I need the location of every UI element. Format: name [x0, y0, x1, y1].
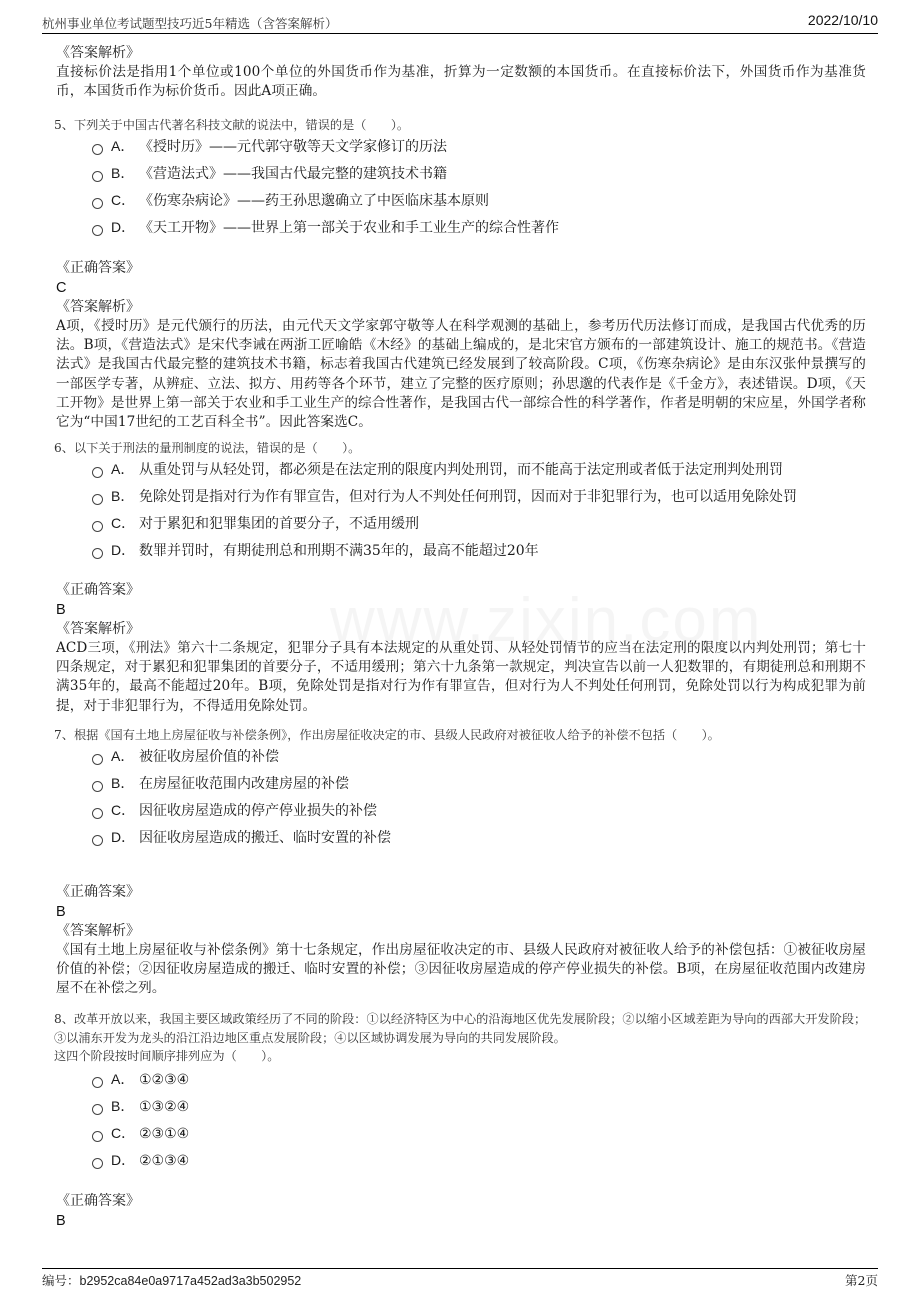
- option-text: 对于累犯和犯罪集团的首要分子，不适用缓刑: [139, 516, 419, 532]
- correct-answer-tag: 《正确答案》: [56, 260, 140, 276]
- q5-option-d[interactable]: [92, 217, 559, 239]
- q7-option-b[interactable]: [92, 773, 349, 795]
- radio-icon[interactable]: [92, 1158, 103, 1169]
- analysis-tag: 《答案解析》: [56, 621, 140, 637]
- document-date: 2022/10/10: [807, 12, 878, 28]
- analysis-text: 《国有土地上房屋征收与补偿条例》第十七条规定，作出房屋征收决定的市、县级人民政府对被征收人给予的补偿包括：①被征收房屋价值的补偿；②因征收房屋造成的搬迁、临时安置的补偿；③因征收房屋造成的停产停业损失的补偿。B项，在房屋征收范围内改建房屋不在补偿之列。: [56, 942, 866, 997]
- option-text: ②③①④: [139, 1126, 190, 1142]
- radio-icon[interactable]: [92, 225, 103, 236]
- option-text: 因征收房屋造成的搬迁、临时安置的补偿: [139, 830, 391, 846]
- option-letter: D．: [111, 219, 136, 235]
- q8-option-a[interactable]: [92, 1069, 189, 1091]
- q6-option-c[interactable]: [92, 513, 419, 535]
- q8-option-b[interactable]: [92, 1096, 189, 1118]
- option-letter: A．: [111, 461, 135, 477]
- option-text: 因征收房屋造成的停产停业损失的补偿: [139, 803, 377, 819]
- option-text: 在房屋征收范围内改建房屋的补偿: [139, 776, 349, 792]
- correct-answer-tag: 《正确答案》: [56, 582, 140, 598]
- analysis-text: ACD三项，《刑法》第六十二条规定，犯罪分子具有本法规定的从重处罚、从轻处罚情节的应当在法定刑的限度以内判处刑罚；第七十四条规定，对于累犯和犯罪集团的首要分子，不适用缓刑；第六十九条第一款规定，判决宣告以前一人犯数罪的，有期徒刑总和刑期不满35年的，最高不能超过20年。B项，免除处罚是指对行为作有罪宣告，但对行为人不判处任何刑罚，免除处罚以行为构成犯罪为前提，对于非犯罪行为，不得适用免除处罚。: [56, 640, 866, 714]
- question-7: 7、根据《国有土地上房屋征收与补偿条例》，作出房屋征收决定的市、县级人民政府对被征收人给予的补偿不包括（ ）。: [54, 728, 720, 742]
- option-text: 《天工开物》——世界上第一部关于农业和手工业生产的综合性著作: [139, 220, 559, 236]
- correct-answer-tag: 《正确答案》: [56, 884, 140, 900]
- option-letter: B．: [111, 1098, 135, 1114]
- q5-answer: [56, 259, 866, 432]
- option-letter: D．: [111, 542, 136, 558]
- analysis-tag: 《答案解析》: [56, 923, 140, 939]
- correct-answer: B: [56, 602, 66, 618]
- radio-icon[interactable]: [92, 754, 103, 765]
- q5-option-a[interactable]: [92, 136, 447, 158]
- q8-option-c[interactable]: [92, 1123, 189, 1145]
- header-divider: [42, 33, 878, 34]
- radio-icon[interactable]: [92, 467, 103, 478]
- footer-divider: [42, 1268, 878, 1269]
- question-5: 5、下列关于中国古代著名科技文献的说法中，错误的是（ ）。: [54, 118, 410, 132]
- option-letter: C．: [111, 802, 136, 818]
- option-letter: D．: [111, 1152, 136, 1168]
- analysis-text: 直接标价法是指用1个单位或100个单位的外国货币作为基准，折算为一定数额的本国货币。在直接标价法下，外国货币作为基准货币，本国货币作为标价货币。因此A项正确。: [56, 64, 866, 100]
- option-letter: B．: [111, 488, 135, 504]
- radio-icon[interactable]: [92, 808, 103, 819]
- q7-option-a[interactable]: [92, 746, 279, 768]
- q6-option-a[interactable]: [92, 459, 783, 481]
- question-8: [54, 1010, 870, 1066]
- document-title: 杭州事业单位考试题型技巧近5年精选（含答案解析）: [42, 16, 338, 31]
- question-8-prompt: 这四个阶段按时间顺序排列应为（ ）。: [54, 1049, 280, 1063]
- correct-answer: C: [56, 280, 67, 296]
- q5-option-c[interactable]: [92, 190, 489, 212]
- option-letter: A．: [111, 1071, 135, 1087]
- option-text: 《伤寒杂病论》——药王孙思邈确立了中医临床基本原则: [139, 193, 489, 209]
- document-code: 编号：b2952ca84e0a9717a452ad3a3b502952: [42, 1274, 302, 1288]
- radio-icon[interactable]: [92, 835, 103, 846]
- radio-icon[interactable]: [92, 1131, 103, 1142]
- correct-answer: B: [56, 1213, 66, 1229]
- analysis-text: A项，《授时历》是元代颁行的历法，由元代天文学家郭守敬等人在科学观测的基础上，参考历代历法修订而成，是我国古代优秀的历法。B项，《营造法式》是宋代李诫在两浙工匠喻皓《木经》的基础上编成的，是北宋官方颁布的一部建筑设计、施工的规范书。《营造法式》是我国古代最完整的建筑技术书籍，标志着我国古代建筑已经发展到了较高阶段。C项，《伤寒杂病论》是由东汉张仲景撰写的一部医学专著，从辨症、立法、拟方、用药等各个环节，建立了完整的医疗原则；孙思邈的代表作是《千金方》，表述错误。D项，《天工开物》是世界上第一部关于农业和手工业生产的综合性著作，是我国古代一部综合性的科学著作，作者是明朝的宋应星，外国学者称它为“中国17世纪的工艺百科全书”。因此答案选C。: [56, 318, 866, 431]
- q6-answer: [56, 581, 866, 716]
- analysis-tag: 《答案解析》: [56, 299, 140, 315]
- q7-answer: [56, 883, 866, 999]
- radio-icon[interactable]: [92, 521, 103, 532]
- radio-icon[interactable]: [92, 144, 103, 155]
- page-header: [42, 12, 878, 32]
- analysis-tag: 《答案解析》: [56, 45, 140, 61]
- question-8-text: 8、改革开放以来，我国主要区域政策经历了不同的阶段：①以经济特区为中心的沿海地区优先发展阶段；②以缩小区域差距为导向的西部大开发阶段；③以浦东开发为龙头的沿江沿边地区重点发展阶段；④以区域协调发展为导向的共同发展阶段。: [54, 1012, 867, 1045]
- radio-icon[interactable]: [92, 1104, 103, 1115]
- q6-option-b[interactable]: [92, 486, 797, 508]
- option-letter: C．: [111, 1125, 136, 1141]
- option-text: ②①③④: [139, 1153, 190, 1169]
- option-letter: C．: [111, 515, 136, 531]
- radio-icon[interactable]: [92, 781, 103, 792]
- q8-answer: [56, 1192, 866, 1231]
- radio-icon[interactable]: [92, 198, 103, 209]
- option-text: 《授时历》——元代郭守敬等天文学家修订的历法: [139, 139, 447, 155]
- option-text: ①③②④: [139, 1099, 190, 1115]
- option-text: 被征收房屋价值的补偿: [139, 749, 279, 765]
- option-text: ①②③④: [139, 1072, 190, 1088]
- page-number: 第2页: [845, 1273, 878, 1288]
- option-text: 数罪并罚时，有期徒刑总和刑期不满35年的，最高不能超过20年: [139, 543, 539, 559]
- option-letter: D．: [111, 829, 136, 845]
- q8-option-d[interactable]: [92, 1150, 189, 1172]
- option-letter: B．: [111, 775, 135, 791]
- q5-option-b[interactable]: [92, 163, 447, 185]
- radio-icon[interactable]: [92, 1077, 103, 1088]
- correct-answer: B: [56, 904, 66, 920]
- correct-answer-tag: 《正确答案》: [56, 1193, 140, 1209]
- q6-option-d[interactable]: [92, 540, 539, 562]
- option-text: 《营造法式》——我国古代最完整的建筑技术书籍: [139, 166, 447, 182]
- option-text: 免除处罚是指对行为作有罪宣告，但对行为人不判处任何刑罚，因而对于非犯罪行为，也可以适用免除处罚: [139, 489, 797, 505]
- question-6: 6、以下关于刑法的量刑制度的说法，错误的是（ ）。: [54, 441, 361, 455]
- q4-analysis: [56, 44, 866, 101]
- option-letter: A．: [111, 138, 135, 154]
- q7-option-d[interactable]: [92, 827, 391, 849]
- radio-icon[interactable]: [92, 494, 103, 505]
- q7-option-c[interactable]: [92, 800, 377, 822]
- option-text: 从重处罚与从轻处罚，都必须是在法定刑的限度内判处刑罚，而不能高于法定刑或者低于法定刑判处刑罚: [139, 462, 783, 478]
- option-letter: B．: [111, 165, 135, 181]
- option-letter: C．: [111, 192, 136, 208]
- radio-icon[interactable]: [92, 171, 103, 182]
- radio-icon[interactable]: [92, 548, 103, 559]
- option-letter: A．: [111, 748, 135, 764]
